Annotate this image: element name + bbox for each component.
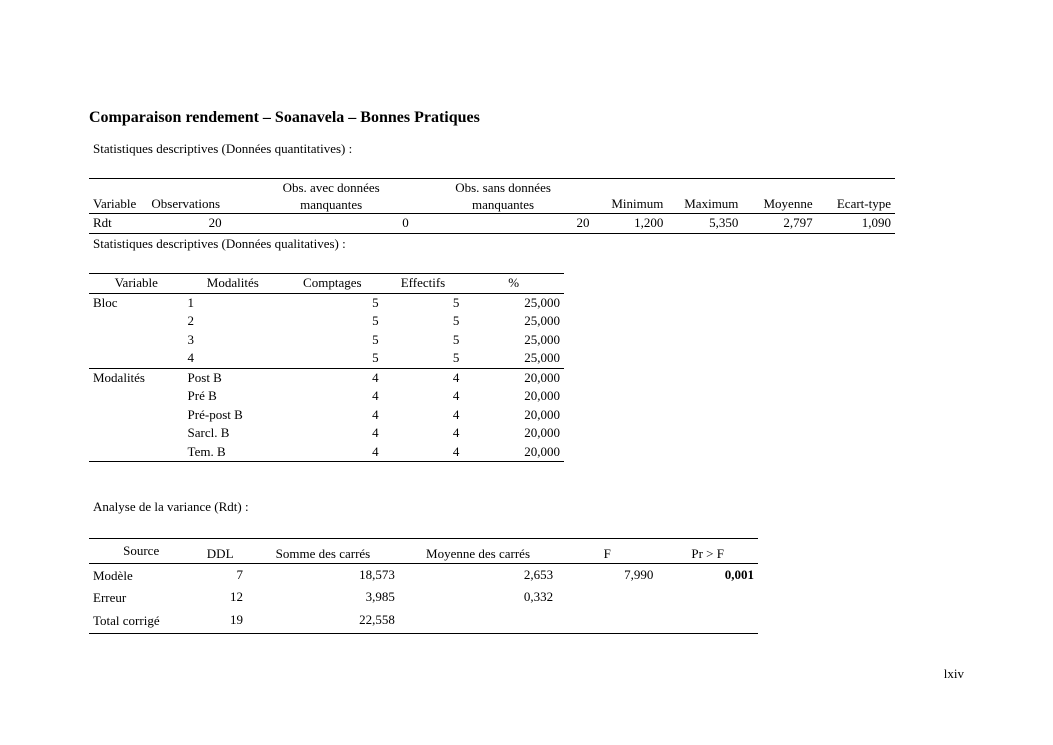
anova-header-f: F [603,545,611,561]
qual-cell-comptage: 4 [372,388,379,403]
anova-cell-source: Total corrigé [93,613,160,628]
anova-cell-f: 7,990 [624,567,654,583]
table-row [89,443,564,462]
quant-caption: Statistiques descriptives (Données quantitatives) : [93,141,353,156]
qual-cell-percent: 20,000 [524,388,560,403]
qual-cell-effectif: 5 [452,294,460,310]
table-row [89,564,758,588]
anova-cell-somme: 22,558 [359,612,395,628]
quant-header-obs-sans-line1: Obs. sans données [455,180,551,195]
qual-cell-comptage: 4 [372,406,379,422]
quant-header-obs-avec-line2: manquantes [300,197,363,212]
anova-cell-ddl: 19 [229,612,243,628]
qual-cell-modalite: 4 [187,350,195,365]
qual-cell-modalite: 1 [187,294,195,310]
qual-header-modalites: Modalités [206,275,259,290]
anova-header-row [89,539,758,564]
qual-group-variable-empty [89,331,184,350]
qual-cell-effectif: 4 [452,406,460,422]
qual-cell-percent: 20,000 [524,425,560,440]
qual-cell-effectif: 5 [452,313,460,328]
table-row [89,608,758,634]
anova-cell-pr [657,587,758,608]
qual-cell-modalite: 2 [187,313,195,328]
quant-cell-obs-sans: 20 [576,215,590,230]
anova-cell-source: Modèle [93,568,133,583]
qual-cell-modalite: Post B [184,368,283,387]
qual-cell-percent: 20,000 [524,406,560,422]
qual-cell-comptage: 5 [372,350,379,365]
table-row [89,349,564,368]
qual-cell-modalite: Pré-post B [187,406,243,422]
qual-cell-comptage: 4 [282,368,383,387]
qual-cell-modalite: 3 [187,331,195,347]
quant-cell-variable: Rdt [93,215,112,230]
anova-cell-somme: 18,573 [359,567,395,583]
table-row [89,587,758,608]
quant-header-obs-sans [413,179,594,214]
anova-cell-f [557,587,657,608]
quant-header-ecart-type: Ecart-type [836,195,891,211]
qual-header-percent: % [508,275,520,290]
page-number: lxiv [943,666,964,681]
table-row [89,214,895,234]
quant-header-obs-avec [250,179,413,214]
anova-cell-ddl: 7 [236,567,243,583]
qual-cell-comptage: 5 [372,294,379,310]
qual-cell-comptage: 4 [372,425,379,440]
qual-cell-modalite: Pré B [187,388,217,403]
anova-cell-pr: 0,001 [724,567,754,583]
qual-cell-effectif: 5 [452,350,460,365]
quant-cell-minimum: 1,200 [634,215,664,230]
quant-header-obs-sans-line2: manquantes [472,197,535,212]
qual-caption: Statistiques descriptives (Données qualitatives) : [93,236,346,251]
qual-cell-percent: 25,000 [524,294,560,310]
qual-header-variable: Variable [114,275,158,290]
qual-cell-percent: 20,000 [463,368,564,387]
qual-group-variable-empty [89,349,184,368]
anova-header-somme: Somme des carrés [275,545,371,561]
anova-header-moyenne: Moyenne des carrés [426,545,531,561]
anova-cell-moyenne: 0,332 [523,589,554,605]
anova-cell-source: Erreur [93,590,127,605]
anova-cell-f [557,608,657,634]
qual-group-variable-empty [89,406,184,425]
quant-header-observations: Observations [151,195,221,211]
anova-cell-moyenne [399,608,557,634]
qual-cell-effectif: 4 [452,388,460,403]
quant-table [89,178,895,234]
table-row [89,387,564,406]
quant-cell-moyenne: 2,797 [783,215,813,230]
anova-cell-ddl: 12 [229,589,243,605]
quant-header-maximum: Maximum [684,195,739,211]
qual-group-variable: Modalités [89,368,184,387]
quant-header-obs-avec-line1: Obs. avec données [282,180,380,195]
table-row [89,293,564,312]
qual-cell-modalite: Sarcl. B [187,425,230,440]
quant-cell-obs-avec: 0 [402,215,409,230]
table-row [89,331,564,350]
table-row [89,312,564,331]
qual-header-comptages: Comptages [303,275,362,290]
quant-header-moyenne: Moyenne [763,195,813,211]
anova-cell-pr [657,608,758,634]
anova-header-source: Source [123,543,160,558]
quant-cell-maximum: 5,350 [709,215,739,230]
anova-header-ddl: DDL [206,545,234,561]
quant-cell-ecart-type: 1,090 [861,215,891,230]
qual-cell-percent: 25,000 [524,331,560,347]
anova-cell-somme: 3,985 [365,589,395,605]
qual-cell-percent: 20,000 [524,443,560,459]
quant-header-variable: Variable [93,195,137,211]
qual-cell-percent: 25,000 [524,313,560,328]
qual-cell-percent: 25,000 [524,350,560,365]
qual-cell-modalite: Tem. B [187,443,226,459]
qual-group-variable: Bloc [93,294,118,310]
qual-group-variable-empty [89,424,184,443]
qual-group-variable-empty [89,443,184,462]
anova-table [89,538,758,634]
anova-cell-moyenne: 2,653 [523,567,554,583]
qual-cell-comptage: 4 [372,443,379,459]
table-row [89,424,564,443]
qual-cell-effectif: 4 [452,425,460,440]
qual-table [89,273,564,462]
quant-header-row [89,179,895,214]
qual-cell-effectif: 4 [383,368,464,387]
qual-cell-comptage: 5 [372,331,379,347]
qual-header-effectifs: Effectifs [400,275,446,290]
table-row [89,368,564,387]
qual-header-row [89,274,564,294]
table-row [89,406,564,425]
quant-header-minimum: Minimum [611,195,664,211]
anova-caption: Analyse de la variance (Rdt) : [93,499,249,514]
qual-cell-effectif: 5 [452,331,460,347]
quant-cell-observations: 20 [208,215,222,230]
qual-group-variable-empty [89,312,184,331]
qual-cell-comptage: 5 [372,313,379,328]
anova-header-pr: Pr > F [691,545,724,561]
qual-group-variable-empty [89,387,184,406]
page-title: Comparaison rendement – Soanavela – Bonnes Pratiques [89,109,480,126]
qual-cell-effectif: 4 [452,443,460,459]
